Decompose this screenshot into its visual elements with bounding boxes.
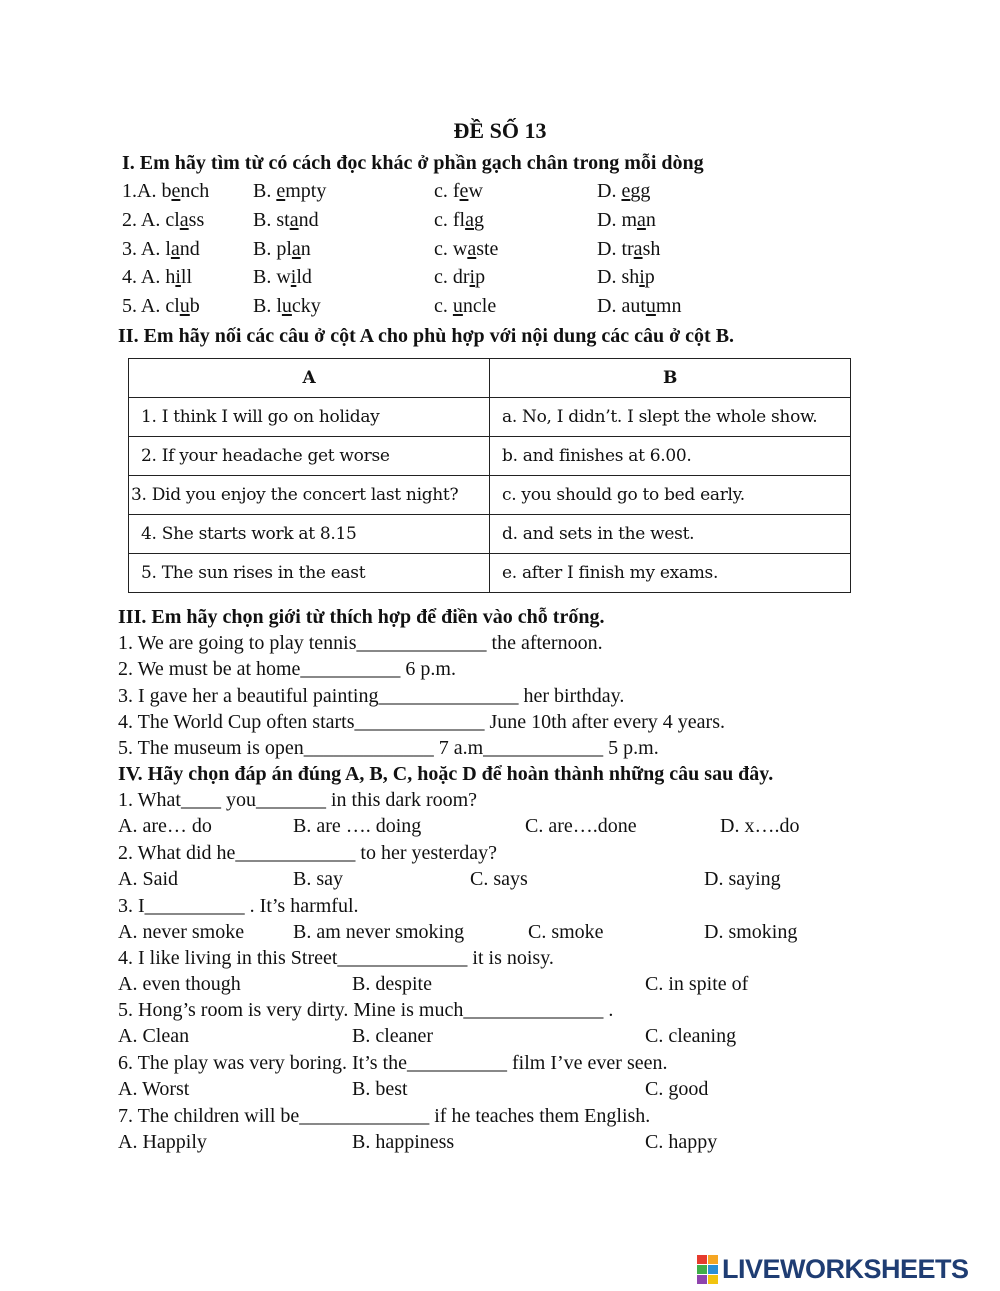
word-option: 1.A. bench <box>122 180 210 202</box>
fill-blank-line: 1. We are going to play tennis_____________ the afternoon. <box>118 632 603 654</box>
section-1-heading: I. Em hãy tìm từ có cách đọc khác ở phần gạch chân trong mỗi dòng <box>122 152 704 174</box>
answer-option: C. in spite of <box>645 973 749 995</box>
underlined-letter: a <box>637 209 646 231</box>
answer-option: A. Worst <box>118 1078 190 1100</box>
matching-table <box>128 358 851 593</box>
word-option: c. flag <box>434 209 484 231</box>
word-option: 2. A. class <box>122 209 205 231</box>
underlined-letter: u <box>281 295 292 317</box>
cell-a: 4. She starts work at 8.15 <box>129 515 490 554</box>
answer-option: C. smoke <box>528 921 604 943</box>
question: 2. What did he____________ to her yesterday? <box>118 842 497 864</box>
cell-b: c. you should go to bed early. <box>490 476 851 515</box>
answer-option: A. never smoke <box>118 921 245 943</box>
table-row <box>129 437 851 476</box>
cell-a: 5. The sun rises in the east <box>129 554 490 593</box>
section-4-heading: IV. Hãy chọn đáp án đúng A, B, C, hoặc D để hoàn thành những câu sau đây. <box>118 763 774 785</box>
word-option: B. empty <box>253 180 327 202</box>
question: 4. I like living in this Street_____________ it is noisy. <box>118 947 554 969</box>
column-a-header: A <box>129 359 490 398</box>
answer-option: A. are… do <box>118 815 212 837</box>
fill-blank-line: 3. I gave her a beautiful painting______________ her birthday. <box>118 685 625 707</box>
answer-option: B. cleaner <box>352 1025 434 1047</box>
underlined-letter: i <box>175 266 181 288</box>
word-option: B. stand <box>253 209 319 231</box>
answer-option: D. saying <box>704 868 781 890</box>
answer-option: A. Happily <box>118 1131 207 1153</box>
answer-option: C. cleaning <box>645 1025 737 1047</box>
section-3-heading: III. Em hãy chọn giới từ thích hợp để điền vào chỗ trống. <box>118 606 605 628</box>
underlined-letter: e <box>171 180 181 202</box>
word-option: B. plan <box>253 238 311 260</box>
answer-option: D. smoking <box>704 921 798 943</box>
cell-b: d. and sets in the west. <box>490 515 851 554</box>
cell-b: a. No, I didn’t. I slept the whole show. <box>490 398 851 437</box>
question: 5. Hong’s room is very dirty. Mine is much______________ . <box>118 999 614 1021</box>
answer-option: C. are….done <box>525 815 637 837</box>
underlined-letter: i <box>469 266 476 288</box>
underlined-letter: e <box>276 180 286 202</box>
underlined-letter: a <box>170 238 180 260</box>
table-row <box>129 476 851 515</box>
word-option: D. trash <box>597 238 661 260</box>
table-row <box>129 398 851 437</box>
cell-b: b. and finishes at 6.00. <box>490 437 851 476</box>
cell-a: 3. Did you enjoy the concert last night? <box>129 476 490 515</box>
table-row <box>129 554 851 593</box>
logo-text: LIVEWORKSHEETS <box>722 1253 969 1284</box>
answer-option: C. good <box>645 1078 709 1100</box>
cell-a: 2. If your headache get worse <box>129 437 490 476</box>
section-2-heading: II. Em hãy nối các câu ở cột A cho phù hợp với nội dung các câu ở cột B. <box>118 325 735 347</box>
answer-option: B. despite <box>352 973 432 995</box>
liveworksheets-logo <box>697 1254 969 1284</box>
underlined-letter: u <box>452 295 463 317</box>
underlined-letter: a <box>289 209 299 231</box>
underlined-letter: a <box>291 238 301 260</box>
word-option: D. ship <box>597 266 655 288</box>
logo-mark-icon <box>697 1255 718 1284</box>
answer-option: B. happiness <box>352 1131 455 1153</box>
table-row <box>129 515 851 554</box>
word-option: B. lucky <box>253 295 321 317</box>
cell-a: 1. I think I will go on holiday <box>129 398 490 437</box>
question: 3. I__________ . It’s harmful. <box>118 895 359 917</box>
answer-option: A. even though <box>118 973 241 995</box>
column-b-header: B <box>490 359 851 398</box>
question: 1. What____ you_______ in this dark room? <box>118 789 478 811</box>
answer-option: B. best <box>352 1078 408 1100</box>
underlined-letter: i <box>290 266 297 288</box>
word-option: D. autumn <box>597 295 682 317</box>
word-option: 3. A. land <box>122 238 200 260</box>
underlined-letter: u <box>179 295 190 317</box>
underlined-letter: i <box>639 266 645 288</box>
underlined-letter: a <box>467 238 477 260</box>
answer-option: B. are …. doing <box>293 815 422 837</box>
word-option: c. few <box>434 180 483 202</box>
word-option: D. egg <box>597 180 651 202</box>
underlined-letter: e <box>459 180 469 202</box>
underlined-letter: u <box>645 295 656 317</box>
word-option: D. man <box>597 209 656 231</box>
underlined-letter: e <box>621 180 631 202</box>
answer-option: C. says <box>470 868 528 890</box>
word-option: B. wild <box>253 266 312 288</box>
answer-option: C. happy <box>645 1131 718 1153</box>
word-option: 4. A. hill <box>122 266 193 288</box>
word-option: c. uncle <box>434 295 497 317</box>
page-title: ĐỀ SỐ 13 <box>453 118 547 143</box>
underlined-letter: a <box>179 209 189 231</box>
question: 7. The children will be_____________ if he teaches them English. <box>118 1105 651 1127</box>
answer-option: A. Clean <box>118 1025 190 1047</box>
underlined-letter: a <box>633 238 643 260</box>
answer-option: B. say <box>293 868 343 890</box>
word-option: c. drip <box>434 266 486 288</box>
fill-blank-line: 4. The World Cup often starts_____________ June 10th after every 4 years. <box>118 711 725 733</box>
underlined-letter: a <box>465 209 474 231</box>
word-option: 5. A. club <box>122 295 200 317</box>
fill-blank-line: 2. We must be at home__________ 6 p.m. <box>118 658 456 680</box>
answer-option: A. Said <box>118 868 178 890</box>
cell-b: e. after I finish my exams. <box>490 554 851 593</box>
fill-blank-line: 5. The museum is open_____________ 7 a.m____________ 5 p.m. <box>118 737 659 759</box>
answer-option: B. am never smoking <box>293 921 465 943</box>
word-option: c. waste <box>434 238 499 260</box>
question: 6. The play was very boring. It’s the__________ film I’ve ever seen. <box>118 1052 668 1074</box>
answer-option: D. x….do <box>720 815 800 837</box>
